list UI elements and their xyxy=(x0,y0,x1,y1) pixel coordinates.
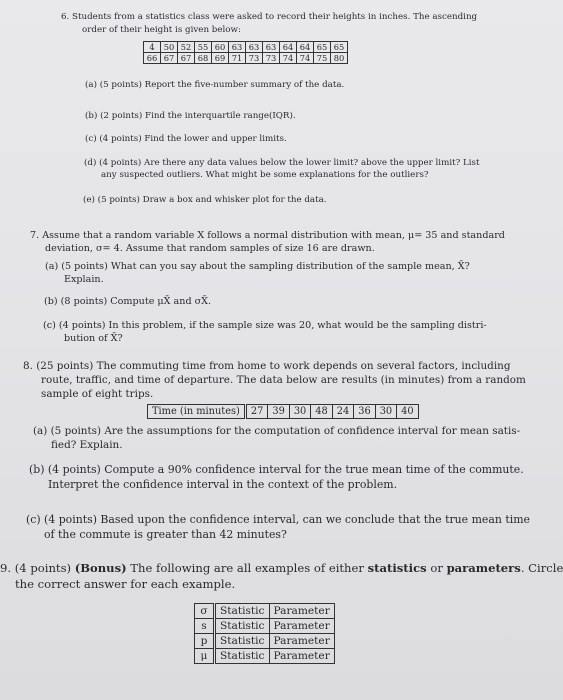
height-cell: 63 xyxy=(246,42,263,53)
statistic-option[interactable]: Statistic xyxy=(215,634,270,649)
q9-tail: . Circle xyxy=(520,561,563,575)
height-cell: 63 xyxy=(263,42,280,53)
q6-part-a: (a) (5 points) Report the five-number summary of the data. xyxy=(85,80,345,90)
q6-part-e: (e) (5 points) Draw a box and whisker plot for the data. xyxy=(83,195,327,205)
height-cell: 4 xyxy=(144,42,161,53)
q9-statistics: statistics xyxy=(367,561,427,575)
q8-part-b-line1: (b) (4 points) Compute a 90% confidence interval for the true mean time of the commute. xyxy=(29,463,524,476)
commute-cell: 39 xyxy=(268,405,289,419)
q8-stem-line2: route, traffic, and time of departure. The data below are results (in minutes) from a random xyxy=(41,374,526,386)
height-cell: 67 xyxy=(178,53,195,64)
parameter-option[interactable]: Parameter xyxy=(269,619,334,634)
height-cell: 80 xyxy=(331,53,348,64)
heights-table xyxy=(143,41,348,64)
q6-part-b: (b) (2 points) Find the interquartile range(IQR). xyxy=(85,111,296,121)
q7-part-a-line2: Explain. xyxy=(64,274,104,285)
statistic-option[interactable]: Statistic xyxy=(215,619,270,634)
height-cell: 68 xyxy=(195,53,212,64)
commute-cell: 24 xyxy=(332,405,353,419)
q6-stem-line1: 6. Students from a statistics class were asked to record their heights in inches. The ascending xyxy=(61,12,478,22)
example-symbol: p xyxy=(195,634,215,649)
height-cell: 74 xyxy=(297,53,314,64)
statistic-parameter-table xyxy=(194,603,335,664)
q7-part-c-line1: (c) (4 points) In this problem, if the sample size was 20, what would be the sampling distri- xyxy=(43,320,487,331)
commute-table xyxy=(147,404,419,419)
example-symbol: σ xyxy=(195,604,215,619)
q6-part-d-line2: any suspected outliers. What might be some explanations for the outliers? xyxy=(101,170,429,180)
commute-cell: 30 xyxy=(375,405,396,419)
commute-cell: 48 xyxy=(311,405,332,419)
height-cell: 64 xyxy=(297,42,314,53)
q8-part-a-line2: fied? Explain. xyxy=(51,439,123,451)
height-cell: 63 xyxy=(229,42,246,53)
statistic-option[interactable]: Statistic xyxy=(215,649,270,664)
parameter-option[interactable]: Parameter xyxy=(269,649,334,664)
q7-stem-line1: 7. Assume that a random variable X follows a normal distribution with mean, μ= 35 and standard xyxy=(30,230,505,241)
commute-cell: 30 xyxy=(289,405,310,419)
commute-cell: 36 xyxy=(354,405,375,419)
q8-part-a-line1: (a) (5 points) Are the assumptions for the computation of confidence interval for mean satis- xyxy=(33,425,521,437)
commute-label: Time (in minutes) xyxy=(148,405,246,419)
height-cell: 67 xyxy=(161,53,178,64)
q8-stem-line3: sample of eight trips. xyxy=(41,388,154,400)
height-cell: 65 xyxy=(314,42,331,53)
example-symbol: s xyxy=(195,619,215,634)
q8-part-c-line1: (c) (4 points) Based upon the confidence interval, can we conclude that the true mean time xyxy=(26,513,530,526)
q7-part-b: (b) (8 points) Compute μX̄ and σX̄. xyxy=(44,296,212,307)
commute-cell: 27 xyxy=(245,405,267,419)
q9-prefix: 9. (4 points) xyxy=(0,561,75,575)
example-row xyxy=(195,619,335,634)
commute-row xyxy=(148,405,419,419)
height-cell: 73 xyxy=(263,53,280,64)
height-cell: 73 xyxy=(246,53,263,64)
q9-or: or xyxy=(426,561,447,575)
parameter-option[interactable]: Parameter xyxy=(269,604,334,619)
example-row xyxy=(195,604,335,619)
q8-part-c-line2: of the commute is greater than 42 minutes? xyxy=(44,528,287,541)
height-cell: 71 xyxy=(229,53,246,64)
height-cell: 75 xyxy=(314,53,331,64)
height-cell: 74 xyxy=(280,53,297,64)
q9-stem-line2: the correct answer for each example. xyxy=(15,577,236,591)
parameter-option[interactable]: Parameter xyxy=(269,634,334,649)
q9-mid: The following are all examples of either xyxy=(126,561,368,575)
heights-row-1 xyxy=(144,42,348,53)
q8-part-b-line2: Interpret the confidence interval in the context of the problem. xyxy=(48,478,398,491)
example-row xyxy=(195,634,335,649)
q6-stem-line2: order of their height is given below: xyxy=(82,25,241,35)
q8-stem-line1: 8. (25 points) The commuting time from home to work depends on several factors, including xyxy=(23,360,511,372)
q7-part-c-line2: bution of X̄? xyxy=(64,333,123,344)
q7-stem-line2: deviation, σ= 4. Assume that random samples of size 16 are drawn. xyxy=(45,243,375,254)
q7-part-a-line1: (a) (5 points) What can you say about the sampling distribution of the sample mean, X̄? xyxy=(45,261,470,272)
height-cell: 66 xyxy=(144,53,161,64)
example-symbol: μ xyxy=(195,649,215,664)
statistic-option[interactable]: Statistic xyxy=(215,604,270,619)
height-cell: 64 xyxy=(280,42,297,53)
height-cell: 55 xyxy=(195,42,212,53)
example-row xyxy=(195,649,335,664)
q9-bonus: (Bonus) xyxy=(74,561,127,575)
heights-row-2 xyxy=(144,53,348,64)
height-cell: 52 xyxy=(178,42,195,53)
q6-part-d-line1: (d) (4 points) Are there any data values below the lower limit? above the upper limit? List xyxy=(84,158,480,168)
q9-stem-line1 xyxy=(0,561,563,576)
commute-cell: 40 xyxy=(397,405,418,419)
q6-part-c: (c) (4 points) Find the lower and upper limits. xyxy=(85,134,287,144)
height-cell: 60 xyxy=(212,42,229,53)
height-cell: 65 xyxy=(331,42,348,53)
height-cell: 50 xyxy=(161,42,178,53)
q9-parameters: parameters xyxy=(446,561,521,575)
height-cell: 69 xyxy=(212,53,229,64)
